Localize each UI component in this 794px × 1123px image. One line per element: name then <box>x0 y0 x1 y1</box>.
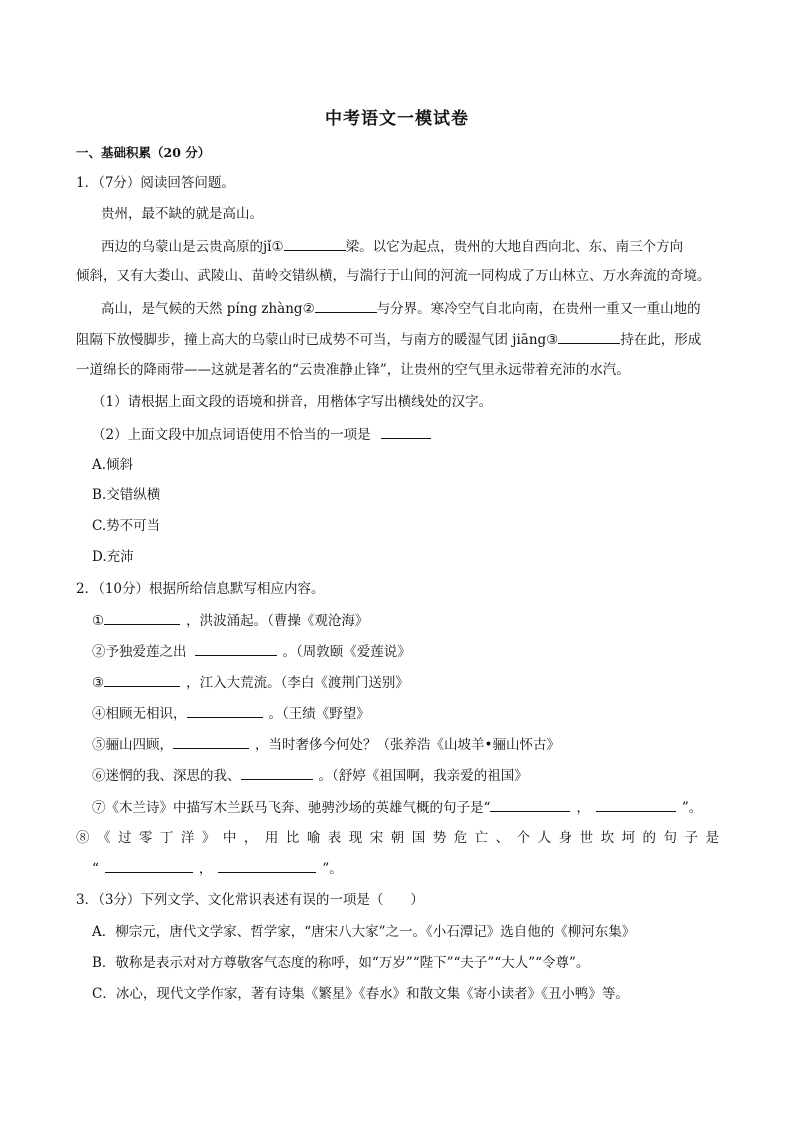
recitation-line-3 <box>92 672 409 693</box>
recitation-line-2 <box>92 641 411 662</box>
line-text: ， <box>576 800 590 816</box>
passage-text <box>76 329 701 350</box>
recitation-line-1 <box>92 610 368 631</box>
option-c[interactable]: C．冰心，现代文学作家，著有诗集《繁星》《春水》和散文集《寄小读者》《丑小鸭》等。 <box>92 986 629 1002</box>
fill-blank-2[interactable] <box>315 298 377 313</box>
line-text: ⑤骊山四顾， <box>92 737 173 753</box>
option-b[interactable]: B.交错纵横 <box>92 487 161 503</box>
fill-blank[interactable] <box>173 734 249 749</box>
fill-blank[interactable] <box>195 641 277 656</box>
fill-blank[interactable] <box>241 765 313 780</box>
passage-text: 阻隔下放慢脚步，撞上高大的乌蒙山时已成势不可当，与南方的暖湿气团 jiāng③ <box>76 332 559 348</box>
passage-text: 一道绵长的降雨带——这就是著名的“云贵准静止锋”，让贵州的空气里永远带着充沛的水汽。 <box>76 362 630 378</box>
line-text: 。（舒婷《祖国啊，我亲爱的祖国》 <box>318 768 528 784</box>
question-2-stem: 2．（10分）根据所给信息默写相应内容。 <box>76 581 325 597</box>
sub-question-text: （2）上面文段中加点词语使用不恰当的一项是 <box>92 427 371 443</box>
line-text: “ <box>92 861 99 877</box>
passage-paragraph-3 <box>101 298 701 319</box>
line-text: ，洪波涌起。（曹操《观沧海》 <box>186 613 369 629</box>
fill-blank[interactable] <box>104 610 180 625</box>
line-text: ⑦《木兰诗》中描写木兰跃马飞奔、驰骋沙场的英雄气概的句子是“ <box>92 800 491 816</box>
sub-question-2 <box>92 424 431 445</box>
recitation-line-4 <box>92 703 370 724</box>
line-text: ④相顾无相识， <box>92 706 187 722</box>
passage-paragraph-1: 贵州，最不缺的就是高山。 <box>101 206 263 222</box>
fill-blank-3[interactable] <box>558 329 620 344</box>
line-text: 。（周敦颐《爱莲说》 <box>282 644 411 660</box>
option-c[interactable]: C.势不可当 <box>92 518 161 534</box>
recitation-line-8: ⑧《过零丁洋》中，用比喻表现宋朝国势危亡、个人身世坎坷的句子是 <box>76 830 719 846</box>
line-text: ，当时奢侈今何处？（张养浩《山坡羊•骊山怀古》 <box>255 737 560 753</box>
fill-blank-1[interactable] <box>284 236 346 251</box>
fill-blank[interactable] <box>187 703 263 718</box>
recitation-line-8-blanks <box>92 858 343 879</box>
passage-text: 梁。以它为起点，贵州的大地自西向北、东、南三个方向 <box>345 239 684 255</box>
passage-text: 倾斜，又有大娄山、武陵山、苗岭交错纵横，与湍行于山间的河流一同构成了万山林立、万水奔流的奇境。 <box>76 268 711 284</box>
fill-blank[interactable] <box>596 797 676 812</box>
line-text: ① <box>92 613 105 629</box>
page-title: 中考语文一模试卷 <box>325 109 469 129</box>
recitation-line-6 <box>92 765 528 786</box>
line-text: ， <box>198 861 213 877</box>
option-d[interactable]: D.充沛 <box>92 549 134 565</box>
option-b[interactable]: B．敬称是表示对对方尊敬客气态度的称呼，如“万岁”“陛下”“夫子”“大人”“令尊”。 <box>92 955 590 971</box>
recitation-line-5 <box>92 734 560 755</box>
question-1-stem: 1．（7分）阅读回答问题。 <box>76 175 235 191</box>
passage-text: 与分界。寒冷空气自北向南，在贵州一重又一重山地的 <box>376 301 701 317</box>
option-a[interactable]: A．柳宗元，唐代文学家、哲学家，“唐宋八大家”之一。《小石潭记》选自他的《柳河东集》 <box>92 924 636 940</box>
line-text: ，江入大荒流。（李白《渡荆门送别》 <box>186 675 409 691</box>
fill-blank[interactable] <box>490 797 570 812</box>
fill-blank[interactable] <box>105 858 193 873</box>
passage-text: 高山，是气候的天然 píng zhàng② <box>101 301 315 317</box>
section-heading: 一、基础积累（20 分） <box>76 145 211 160</box>
sub-question-1: （1）请根据上面文段的语境和拼音，用楷体字写出横线处的汉字。 <box>92 394 493 410</box>
line-text: ③ <box>92 675 105 691</box>
recitation-line-7 <box>92 797 702 818</box>
line-text: ⑥迷惘的我、深思的我、 <box>92 768 241 784</box>
fill-blank[interactable] <box>218 858 316 873</box>
line-text: ”。 <box>681 800 703 816</box>
line-text: 。（王绩《野望》 <box>268 706 370 722</box>
passage-text: 持在此，形成 <box>620 332 702 348</box>
line-text: ②予独爱莲之出 <box>92 644 187 660</box>
line-text: ”。 <box>322 861 343 877</box>
fill-blank[interactable] <box>104 672 180 687</box>
answer-blank[interactable] <box>381 424 431 439</box>
passage-text: 西边的乌蒙山是云贵高原的jǐ① <box>101 239 284 255</box>
question-3-stem: 3．（3分）下列文学、文化常识表述有误的一项是（ ） <box>76 892 424 908</box>
option-a[interactable]: A.倾斜 <box>92 457 134 473</box>
passage-paragraph-2 <box>101 236 683 257</box>
